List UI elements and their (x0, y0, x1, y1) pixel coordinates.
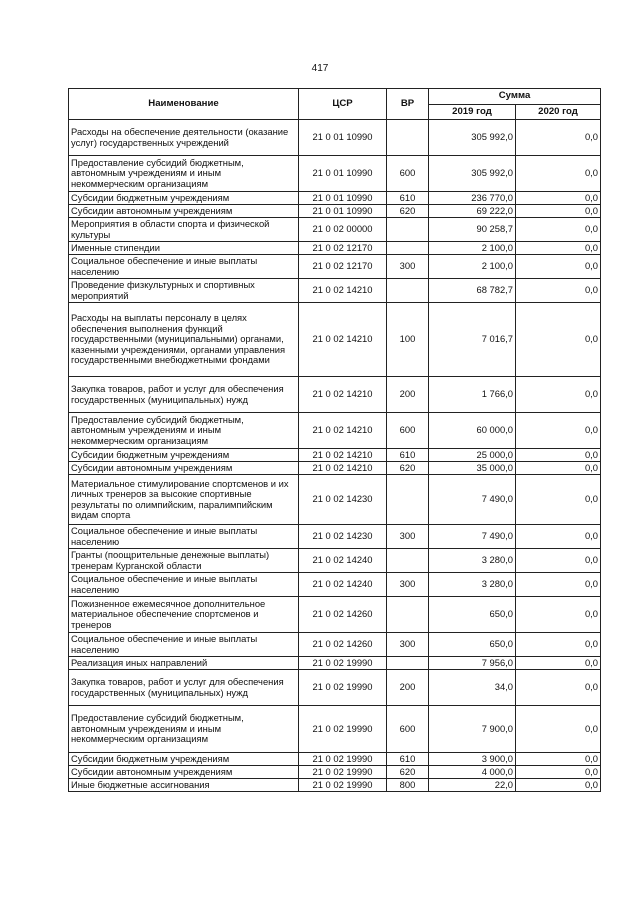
row-2020-cell: 0,0 (516, 218, 601, 242)
row-2019-cell: 34,0 (429, 670, 516, 706)
row-2019-cell: 4 000,0 (429, 766, 516, 779)
row-csr-cell: 21 0 01 10990 (299, 120, 387, 156)
row-2020-cell: 0,0 (516, 706, 601, 753)
row-2019-cell: 7 490,0 (429, 525, 516, 549)
row-name-cell: Гранты (поощрительные денежные выплаты) тренерам Курганской области (69, 549, 299, 573)
table-row (69, 779, 601, 792)
row-2019-cell: 60 000,0 (429, 413, 516, 449)
row-vr-cell: 300 (387, 633, 429, 657)
header-year-2020: 2020 год (516, 105, 601, 120)
row-csr-cell: 21 0 02 14230 (299, 525, 387, 549)
row-csr-cell: 21 0 01 10990 (299, 192, 387, 205)
row-name-cell: Мероприятия в области спорта и физической культуры (69, 218, 299, 242)
header-year-2019: 2019 год (429, 105, 516, 120)
row-csr-cell: 21 0 02 14210 (299, 279, 387, 303)
header-name: Наименование (69, 89, 299, 120)
row-csr-cell: 21 0 02 12170 (299, 242, 387, 255)
table-row (69, 633, 601, 657)
row-2019-cell: 35 000,0 (429, 462, 516, 475)
row-2020-cell: 0,0 (516, 156, 601, 192)
row-csr-cell: 21 0 02 14260 (299, 633, 387, 657)
row-vr-cell: 610 (387, 192, 429, 205)
table-row (69, 766, 601, 779)
row-2019-cell: 7 016,7 (429, 303, 516, 377)
row-csr-cell: 21 0 02 19990 (299, 670, 387, 706)
row-name-cell: Субсидии автономным учреждениям (69, 462, 299, 475)
row-name-cell: Пожизненное ежемесячное дополнительное материальное обеспечение спортсменов и тренеров (69, 597, 299, 633)
row-csr-cell: 21 0 02 14240 (299, 549, 387, 573)
row-csr-cell: 21 0 02 19990 (299, 657, 387, 670)
row-vr-cell: 300 (387, 525, 429, 549)
budget-table (68, 88, 601, 792)
row-2020-cell: 0,0 (516, 462, 601, 475)
row-name-cell: Именные стипендии (69, 242, 299, 255)
row-vr-cell: 800 (387, 779, 429, 792)
row-vr-cell (387, 549, 429, 573)
row-2019-cell: 7 900,0 (429, 706, 516, 753)
row-name-cell: Материальное стимулирование спортсменов и их личных тренеров за высокие спортивные результаты по олимпийским, паралимпийским видам спорта (69, 475, 299, 525)
row-2020-cell: 0,0 (516, 525, 601, 549)
table-row (69, 377, 601, 413)
row-csr-cell: 21 0 02 14210 (299, 413, 387, 449)
row-name-cell: Социальное обеспечение и иные выплаты населению (69, 633, 299, 657)
row-2020-cell: 0,0 (516, 120, 601, 156)
row-2020-cell: 0,0 (516, 413, 601, 449)
row-2020-cell: 0,0 (516, 192, 601, 205)
row-2020-cell: 0,0 (516, 303, 601, 377)
table-row (69, 462, 601, 475)
row-csr-cell: 21 0 02 14210 (299, 303, 387, 377)
row-2020-cell: 0,0 (516, 377, 601, 413)
table-row (69, 279, 601, 303)
row-2020-cell: 0,0 (516, 573, 601, 597)
row-2019-cell: 1 766,0 (429, 377, 516, 413)
row-2019-cell: 25 000,0 (429, 449, 516, 462)
row-2020-cell: 0,0 (516, 657, 601, 670)
row-vr-cell: 200 (387, 377, 429, 413)
row-name-cell: Субсидии бюджетным учреждениям (69, 449, 299, 462)
row-2019-cell: 3 280,0 (429, 573, 516, 597)
row-2019-cell: 305 992,0 (429, 156, 516, 192)
table-row (69, 597, 601, 633)
table-row (69, 549, 601, 573)
row-csr-cell: 21 0 02 14260 (299, 597, 387, 633)
row-2019-cell: 3 280,0 (429, 549, 516, 573)
row-2019-cell: 90 258,7 (429, 218, 516, 242)
row-csr-cell: 21 0 02 14210 (299, 449, 387, 462)
row-csr-cell: 21 0 02 19990 (299, 766, 387, 779)
row-2020-cell: 0,0 (516, 766, 601, 779)
row-name-cell: Субсидии автономным учреждениям (69, 205, 299, 218)
table-row (69, 242, 601, 255)
table-row (69, 706, 601, 753)
header-row (69, 89, 601, 105)
row-2019-cell: 7 490,0 (429, 475, 516, 525)
row-2019-cell: 2 100,0 (429, 255, 516, 279)
page-number: 417 (311, 63, 329, 74)
row-2019-cell: 305 992,0 (429, 120, 516, 156)
table-row (69, 657, 601, 670)
row-name-cell: Социальное обеспечение и иные выплаты населению (69, 573, 299, 597)
row-2020-cell: 0,0 (516, 549, 601, 573)
table-row (69, 449, 601, 462)
row-2020-cell: 0,0 (516, 753, 601, 766)
row-vr-cell: 620 (387, 205, 429, 218)
row-name-cell: Социальное обеспечение и иные выплаты населению (69, 255, 299, 279)
row-name-cell: Иные бюджетные ассигнования (69, 779, 299, 792)
row-2019-cell: 650,0 (429, 597, 516, 633)
row-2020-cell: 0,0 (516, 255, 601, 279)
table-body (69, 120, 601, 792)
table-row (69, 303, 601, 377)
row-csr-cell: 21 0 01 10990 (299, 205, 387, 218)
row-2020-cell: 0,0 (516, 779, 601, 792)
row-csr-cell: 21 0 02 14210 (299, 462, 387, 475)
table-row (69, 218, 601, 242)
row-2020-cell: 0,0 (516, 475, 601, 525)
row-2019-cell: 7 956,0 (429, 657, 516, 670)
row-vr-cell: 610 (387, 449, 429, 462)
row-2019-cell: 3 900,0 (429, 753, 516, 766)
row-csr-cell: 21 0 02 12170 (299, 255, 387, 279)
header-csr: ЦСР (299, 89, 387, 120)
table-row (69, 670, 601, 706)
row-2020-cell: 0,0 (516, 279, 601, 303)
row-vr-cell (387, 218, 429, 242)
row-vr-cell (387, 242, 429, 255)
row-2019-cell: 650,0 (429, 633, 516, 657)
row-2019-cell: 236 770,0 (429, 192, 516, 205)
row-name-cell: Субсидии бюджетным учреждениям (69, 192, 299, 205)
row-csr-cell: 21 0 02 14240 (299, 573, 387, 597)
row-name-cell: Субсидии бюджетным учреждениям (69, 753, 299, 766)
row-vr-cell (387, 475, 429, 525)
row-name-cell: Расходы на обеспечение деятельности (оказание услуг) государственных учреждений (69, 120, 299, 156)
row-name-cell: Реализация иных направлений (69, 657, 299, 670)
row-csr-cell: 21 0 02 19990 (299, 706, 387, 753)
table-row (69, 525, 601, 549)
row-vr-cell: 600 (387, 156, 429, 192)
row-2019-cell: 69 222,0 (429, 205, 516, 218)
table-row (69, 120, 601, 156)
row-vr-cell (387, 657, 429, 670)
row-vr-cell: 620 (387, 766, 429, 779)
row-vr-cell: 620 (387, 462, 429, 475)
table-row (69, 156, 601, 192)
table-row (69, 413, 601, 449)
row-vr-cell: 100 (387, 303, 429, 377)
row-csr-cell: 21 0 02 14230 (299, 475, 387, 525)
row-2020-cell: 0,0 (516, 205, 601, 218)
row-name-cell: Предоставление субсидий бюджетным, автономным учреждениям и иным некоммерческим организациям (69, 706, 299, 753)
row-2020-cell: 0,0 (516, 633, 601, 657)
row-vr-cell: 600 (387, 413, 429, 449)
row-2020-cell: 0,0 (516, 670, 601, 706)
row-vr-cell: 300 (387, 255, 429, 279)
row-name-cell: Расходы на выплаты персоналу в целях обеспечения выполнения функций государственными (муниципальными) органами, казенными учреждениями, органами управления государственными внебюджетными фондами (69, 303, 299, 377)
row-vr-cell (387, 597, 429, 633)
table-row (69, 205, 601, 218)
row-csr-cell: 21 0 02 00000 (299, 218, 387, 242)
row-2019-cell: 22,0 (429, 779, 516, 792)
row-name-cell: Субсидии автономным учреждениям (69, 766, 299, 779)
table-row (69, 255, 601, 279)
row-vr-cell (387, 120, 429, 156)
row-vr-cell: 600 (387, 706, 429, 753)
table-row (69, 475, 601, 525)
table-row (69, 573, 601, 597)
row-vr-cell (387, 279, 429, 303)
row-csr-cell: 21 0 02 19990 (299, 753, 387, 766)
header-vr: ВР (387, 89, 429, 120)
row-2019-cell: 2 100,0 (429, 242, 516, 255)
row-vr-cell: 610 (387, 753, 429, 766)
row-name-cell: Закупка товаров, работ и услуг для обеспечения государственных (муниципальных) нужд (69, 670, 299, 706)
row-vr-cell: 200 (387, 670, 429, 706)
row-csr-cell: 21 0 02 19990 (299, 779, 387, 792)
row-2020-cell: 0,0 (516, 449, 601, 462)
row-2020-cell: 0,0 (516, 242, 601, 255)
row-csr-cell: 21 0 01 10990 (299, 156, 387, 192)
header-sum: Сумма (429, 89, 601, 105)
row-name-cell: Социальное обеспечение и иные выплаты населению (69, 525, 299, 549)
row-csr-cell: 21 0 02 14210 (299, 377, 387, 413)
row-name-cell: Закупка товаров, работ и услуг для обеспечения государственных (муниципальных) нужд (69, 377, 299, 413)
table-row (69, 753, 601, 766)
row-name-cell: Предоставление субсидий бюджетным, автономным учреждениям и иным некоммерческим организациям (69, 156, 299, 192)
table-row (69, 192, 601, 205)
row-2020-cell: 0,0 (516, 597, 601, 633)
row-2019-cell: 68 782,7 (429, 279, 516, 303)
row-vr-cell: 300 (387, 573, 429, 597)
row-name-cell: Предоставление субсидий бюджетным, автономным учреждениям и иным некоммерческим организациям (69, 413, 299, 449)
row-name-cell: Проведение физкультурных и спортивных мероприятий (69, 279, 299, 303)
